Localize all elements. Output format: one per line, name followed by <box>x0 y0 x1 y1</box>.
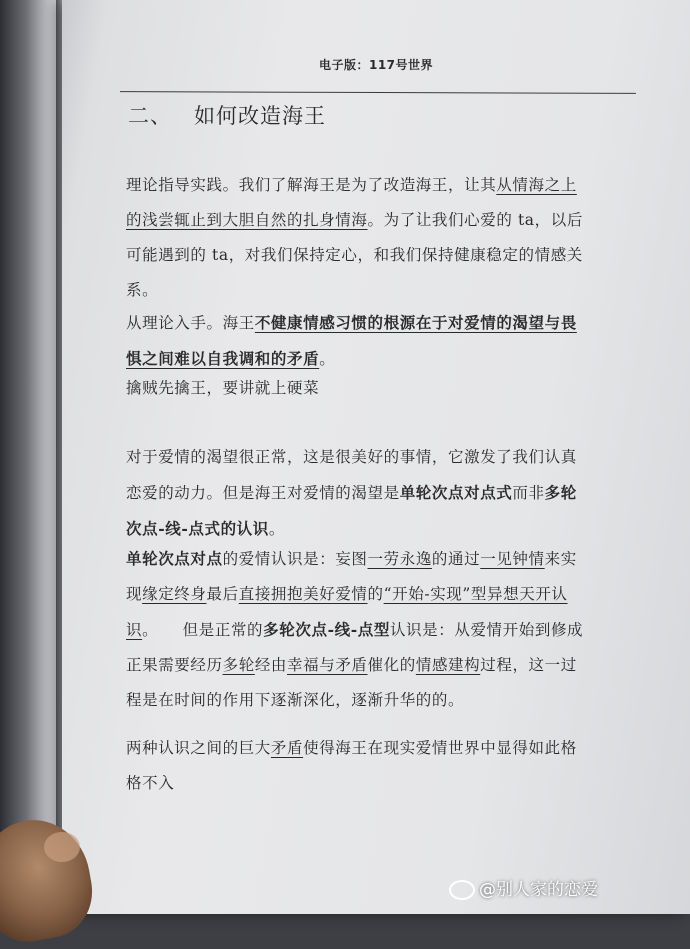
watermark-text: @别人家的恋爱 <box>479 880 598 900</box>
section-title: 如何改造海王 <box>194 104 326 128</box>
p5-bold-2: 多轮次点-线-点型 <box>263 620 390 639</box>
p5-underline-5: “开始-实现”型异想天开认识 <box>126 585 568 639</box>
header-rule <box>120 91 636 94</box>
p6-underline-1: 矛盾 <box>270 739 304 757</box>
p5-underline-2: 一见钟情 <box>480 550 545 568</box>
p5-underline-8: 情感建构 <box>415 656 481 674</box>
section-number: 二、 <box>128 104 172 128</box>
background-book-pages <box>0 0 58 914</box>
page-header: 电子版：117号世界 <box>318 58 434 72</box>
p5-bold-1: 单轮次点对点 <box>126 549 223 568</box>
paragraph-4 <box>126 440 586 547</box>
section-heading <box>128 100 326 130</box>
p6-text-1: 两种认识之间的巨大 <box>126 739 271 757</box>
p5-underline-3: 缘定终身 <box>142 585 207 603</box>
p5-text-7: 认识是：从爱情开始到修成正果需要经历 <box>126 621 584 674</box>
p5-text-5: 的 <box>367 585 384 603</box>
p5-text-6: 。 但是正常的 <box>142 621 264 639</box>
p2-text-1: 从理论入手。海王 <box>126 314 255 332</box>
p1-text-2: 。为了让我们心爱的 ta，以后可能遇到的 ta，对我们保持定心，和我们保持健康稳定的情感关系。 <box>126 211 583 299</box>
p5-text-10: 过程，这一过程是在时间的作用下逐渐深化，逐渐升华的的。 <box>126 656 577 709</box>
p5-text-9: 催化的 <box>367 656 416 674</box>
p2-bold-underline: 不健康情感习惯的根源在于对爱情的渴望与畏惧之间难以自我调和的矛盾 <box>126 313 577 368</box>
p5-text-3: 来实现 <box>126 550 577 603</box>
p4-bold-1: 单轮次点对点式 <box>399 483 513 502</box>
p4-text-3: 。 <box>268 520 285 538</box>
paragraph-1 <box>126 168 586 308</box>
p5-underline-4: 直接拥抱美好爱情 <box>238 585 368 603</box>
paragraph-6 <box>126 731 586 801</box>
p1-underline-1: 从情海之上的浅尝辄止到大胆自然的扎身情海 <box>126 176 577 229</box>
paragraph-2 <box>126 305 586 377</box>
p4-text-2: 而非 <box>512 484 545 502</box>
p5-underline-6: 多轮 <box>222 656 255 674</box>
weibo-logo-icon <box>449 880 475 900</box>
p5-text-4: 最后 <box>206 585 239 603</box>
p5-underline-7: 幸福与矛盾 <box>287 656 368 674</box>
p4-text-1: 对于爱情的渴望很正常，这是很美好的事情，它激发了我们认真恋爱的动力。但是海王对爱情的渴望是 <box>126 448 577 502</box>
thumbnail-highlight <box>44 832 80 862</box>
paragraph-5 <box>126 541 586 718</box>
paragraph-3: 擒贼先擒王，要讲就上硬菜 <box>126 379 320 397</box>
p5-text-2: 的通过 <box>431 550 481 568</box>
p5-text-1: 的爱情认识是：妄图 <box>222 550 368 568</box>
p4-bold-2: 多轮次点-线-点式的认识 <box>126 483 577 538</box>
p2-text-2: 。 <box>319 350 336 368</box>
p1-text-1: 理论指导实践。我们了解海王是为了改造海王，让其 <box>126 176 497 194</box>
weibo-watermark <box>449 875 598 900</box>
p5-text-8: 经由 <box>254 656 288 674</box>
p5-underline-1: 一劳永逸 <box>367 550 432 568</box>
p6-text-2: 使得海王在现实爱情世界中显得如此格格不入 <box>126 739 577 792</box>
book-page <box>62 0 690 914</box>
